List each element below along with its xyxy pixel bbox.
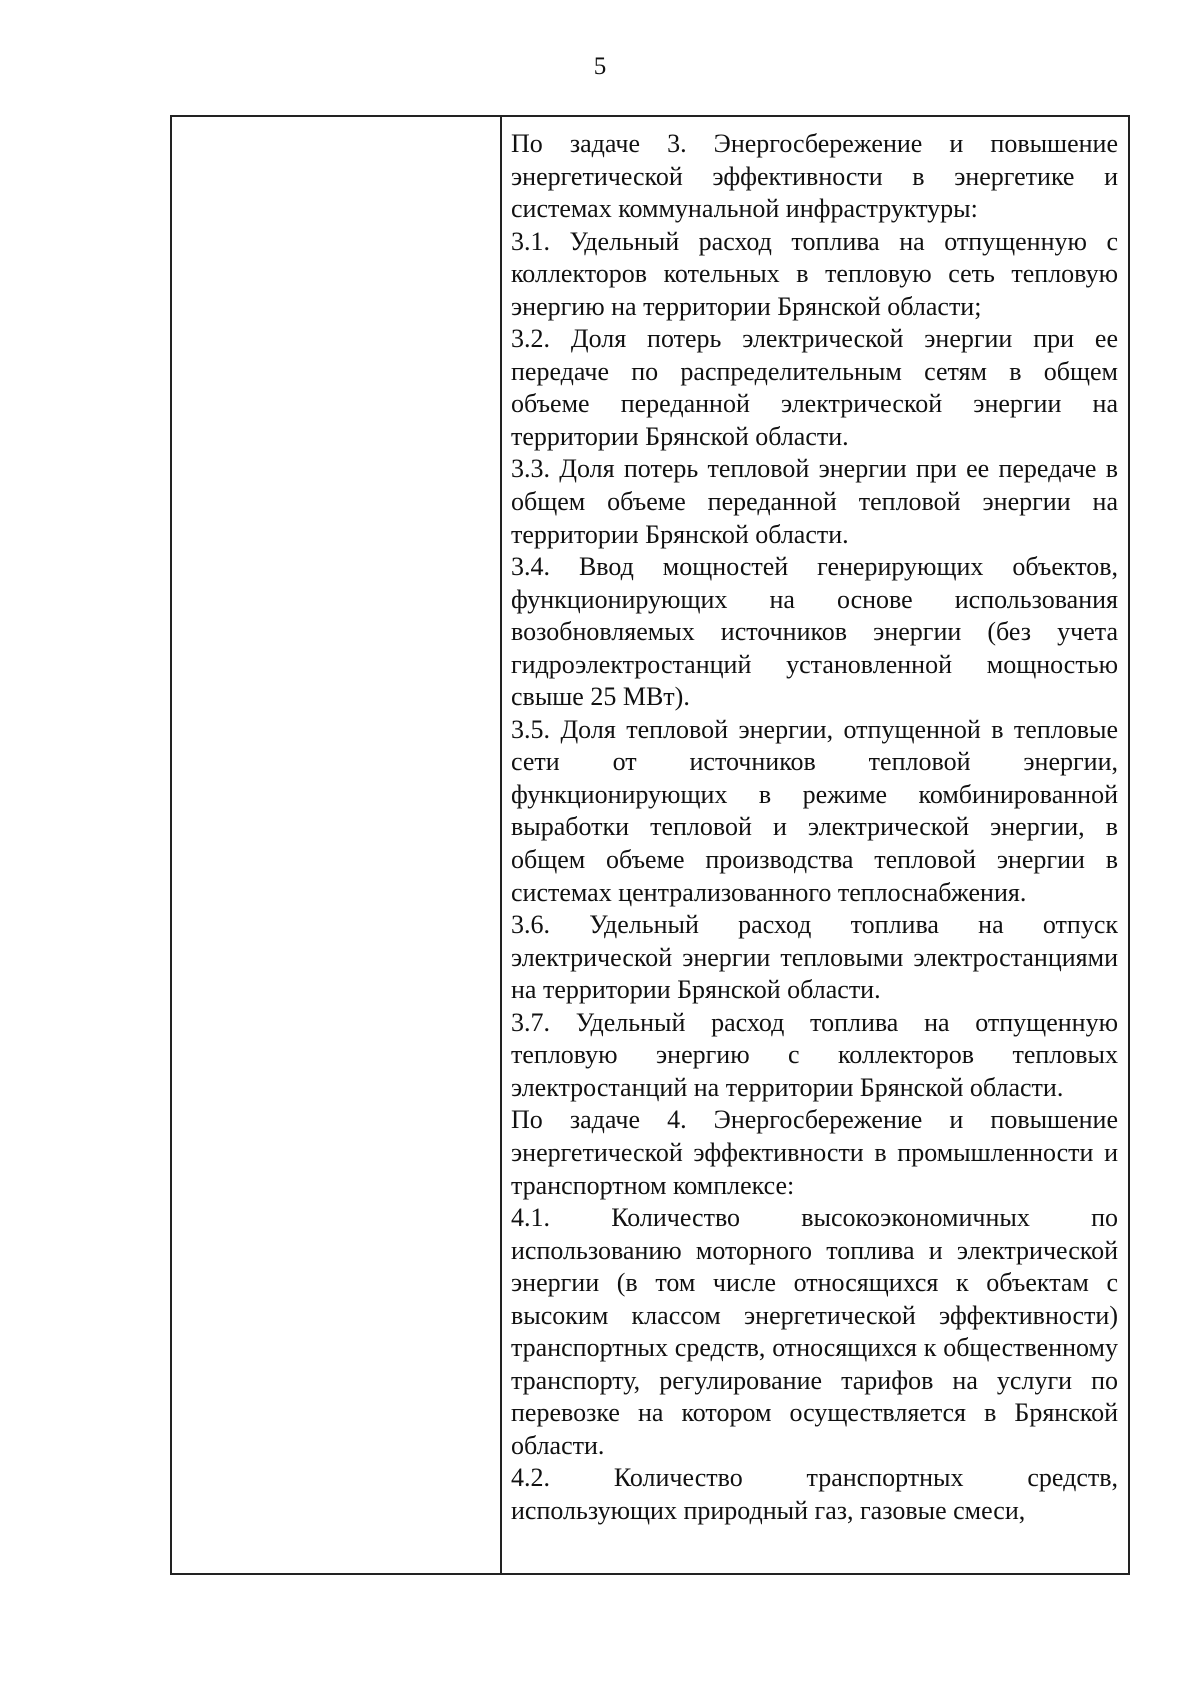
paragraph-task-4-heading: По задаче 4. Энергосбережение и повышение энергетической эффективности в промышленности и транспортном комплексе:: [511, 1105, 1118, 1200]
paragraph-3-2: 3.2. Доля потерь электрической энергии при ее передаче по распределительным сетям в общем объеме переданной электрической энергии на территории Брянской области.: [511, 324, 1118, 451]
paragraph-3-4: 3.4. Ввод мощностей генерирующих объектов, функционирующих на основе использования возобновляемых источников энергии (без учета гидроэлектростанций установленной мощностью свыше 25 МВт).: [511, 552, 1118, 712]
left-cell: [172, 117, 502, 1573]
paragraph-task-3-heading: По задаче 3. Энергосбережение и повышение энергетической эффективности в энергетике и системах коммунальной инфраструктуры:: [511, 129, 1118, 224]
paragraph-3-3: 3.3. Доля потерь тепловой энергии при ее передаче в общем объеме переданной тепловой энергии на территории Брянской области.: [511, 454, 1118, 549]
paragraph-3-7: 3.7. Удельный расход топлива на отпущенную тепловую энергию с коллекторов тепловых электростанций на территории Брянской области.: [511, 1007, 1118, 1102]
paragraph-3-1: 3.1. Удельный расход топлива на отпущенную с коллекторов котельных в тепловую сеть тепловую энергию на территории Брянской области;: [511, 226, 1118, 321]
right-cell: [511, 128, 1118, 1528]
table-frame: [170, 115, 1130, 1575]
paragraph-4-2: 4.2. Количество транспортных средств, использующих природный газ, газовые смеси,: [511, 1463, 1118, 1525]
paragraph-3-6: 3.6. Удельный расход топлива на отпуск электрической энергии тепловыми электростанциями на территории Брянской области.: [511, 910, 1118, 1005]
page-number: 5: [593, 53, 607, 80]
paragraph-4-1: 4.1. Количество высокоэкономичных по использованию моторного топлива и электрической энергии (в том числе относящихся к объектам с высоким классом энергетической эффективности) транспортных средств, относящихся к общественному транспорту, регулирование тарифов на услуги по перевозке на котором осуществляется в Брянской области.: [511, 1203, 1118, 1460]
paragraph-3-5: 3.5. Доля тепловой энергии, отпущенной в тепловые сети от источников тепловой энергии, функционирующих в режиме комбинированной выработки тепловой и электрической энергии, в общем объеме производства тепловой энергии в системах централизованного теплоснабжения.: [511, 714, 1118, 907]
